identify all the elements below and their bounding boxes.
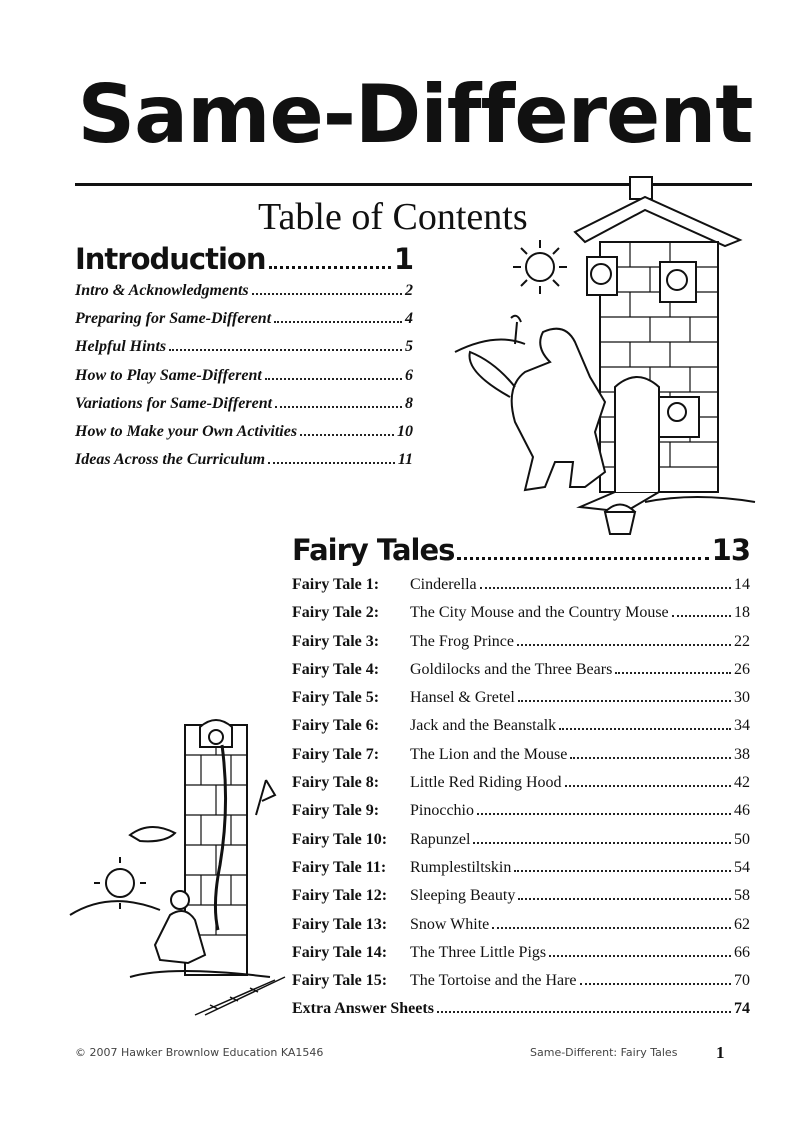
introduction-heading[interactable] <box>75 242 413 276</box>
toc-entry[interactable] <box>292 916 750 944</box>
toc-entry[interactable] <box>75 310 413 338</box>
toc-entry[interactable] <box>292 972 750 1000</box>
toc-entry[interactable] <box>292 661 750 689</box>
leader-dots <box>477 813 731 815</box>
toc-entry-page: 8 <box>405 394 413 412</box>
leader-dots <box>514 870 731 872</box>
toc-entry[interactable] <box>292 633 750 661</box>
toc-entry-title: Hansel & Gretel <box>410 689 515 707</box>
leader-dots <box>492 927 731 929</box>
leader-dots <box>517 644 731 646</box>
toc-entry-extra[interactable] <box>292 1000 750 1028</box>
toc-entry-title: Rumplestiltskin <box>410 858 512 876</box>
toc-entry-title: The City Mouse and the Country Mouse <box>410 604 669 622</box>
toc-entry-title: Intro & Acknowledgments <box>75 282 249 299</box>
toc-entry-page: 46 <box>734 802 750 820</box>
toc-entry-page: 26 <box>734 660 750 678</box>
toc-entry-title: Snow White <box>410 915 490 933</box>
toc-entry-label: Fairy Tale 3: <box>292 632 380 650</box>
fairy-tales-heading-page: 13 <box>711 533 750 567</box>
toc-entry-page: 50 <box>734 830 750 848</box>
leader-dots <box>169 349 402 351</box>
toc-entry-page: 30 <box>734 689 750 707</box>
toc-entry-page: 22 <box>734 632 750 650</box>
toc-entry-page: 14 <box>734 576 750 593</box>
toc-entry-label: Fairy Tale 15: <box>292 972 388 990</box>
leader-dots <box>252 293 402 295</box>
toc-entry-label: Fairy Tale 8: <box>292 774 380 792</box>
three-little-pigs-illustration <box>455 172 755 542</box>
toc-entry-label: Fairy Tale 5: <box>292 689 380 707</box>
toc-entry-label: Fairy Tale 13: <box>292 915 388 933</box>
leader-dots <box>570 757 731 759</box>
toc-entry-page: 62 <box>734 915 750 933</box>
leader-dots <box>473 842 731 844</box>
toc-entry-page: 5 <box>405 338 413 356</box>
toc-entry-title: Pinocchio <box>410 802 474 820</box>
rapunzel-tower-illustration <box>70 715 285 1015</box>
toc-entry-title: Jack and the Beanstalk <box>410 717 557 735</box>
leader-dots <box>437 1011 731 1013</box>
toc-entry-page: 11 <box>397 451 413 469</box>
toc-entry[interactable] <box>292 746 750 774</box>
toc-entry-label: Fairy Tale 12: <box>292 887 388 905</box>
fairy-tales-list <box>292 576 750 1029</box>
toc-entry-label: Fairy Tale 10: <box>292 830 388 848</box>
toc-entry[interactable] <box>75 395 413 423</box>
leader-dots <box>615 672 731 674</box>
toc-entry-title: Extra Answer Sheets <box>292 1000 434 1018</box>
toc-entry-label: Fairy Tale 14: <box>292 943 388 961</box>
toc-entry[interactable] <box>292 944 750 972</box>
toc-entry-title: The Tortoise and the Hare <box>410 972 577 990</box>
toc-entry-title: Sleeping Beauty <box>410 887 516 905</box>
toc-entry-page: 18 <box>734 604 750 622</box>
toc-entry[interactable] <box>292 576 750 604</box>
toc-entry-title: Variations for Same-Different <box>75 394 273 412</box>
toc-entry-label: Fairy Tale 9: <box>292 802 380 820</box>
introduction-list <box>75 282 413 479</box>
toc-entry[interactable] <box>292 717 750 745</box>
toc-entry-page: 38 <box>734 745 750 763</box>
toc-entry-title: The Frog Prince <box>410 632 514 650</box>
toc-entry-title: Goldilocks and the Three Bears <box>410 660 613 678</box>
leader-dots <box>549 955 731 957</box>
toc-entry-title: Ideas Across the Curriculum <box>75 451 266 469</box>
toc-entry-label: Fairy Tale 7: <box>292 745 380 763</box>
toc-entry-title: Cinderella <box>410 576 477 593</box>
leader-dots <box>269 266 391 269</box>
toc-entry-label: Fairy Tale 1: <box>292 576 380 593</box>
leader-dots <box>275 406 402 408</box>
toc-entry[interactable] <box>292 887 750 915</box>
toc-entry-page: 54 <box>734 858 750 876</box>
leader-dots <box>672 615 731 617</box>
book-title-footer: Same-Different: Fairy Tales <box>530 1046 678 1059</box>
toc-entry[interactable] <box>75 282 413 310</box>
toc-entry[interactable] <box>292 604 750 632</box>
toc-entry-label: Fairy Tale 6: <box>292 717 380 735</box>
toc-entry[interactable] <box>75 451 413 479</box>
toc-entry-page: 66 <box>734 943 750 961</box>
toc-entry-label: Fairy Tale 2: <box>292 604 380 622</box>
toc-entry[interactable] <box>75 423 413 451</box>
leader-dots <box>480 587 731 589</box>
leader-dots <box>559 728 731 730</box>
toc-entry[interactable] <box>75 367 413 395</box>
toc-entry-label: Fairy Tale 11: <box>292 858 387 876</box>
leader-dots <box>518 898 731 900</box>
toc-entry-page: 74 <box>734 1000 750 1018</box>
toc-entry[interactable] <box>292 802 750 830</box>
toc-entry[interactable] <box>292 859 750 887</box>
toc-entry-page: 42 <box>734 774 750 792</box>
introduction-heading-label: Introduction <box>75 242 266 276</box>
toc-entry[interactable] <box>75 338 413 366</box>
toc-entry-title: The Three Little Pigs <box>410 943 547 961</box>
leader-dots <box>580 983 731 985</box>
toc-entry-title: How to Make your Own Activities <box>75 422 298 440</box>
toc-entry-title: The Lion and the Mouse <box>410 745 568 763</box>
leader-dots <box>300 434 394 436</box>
leader-dots <box>518 700 731 702</box>
toc-entry-title: How to Play Same-Different <box>75 366 262 384</box>
toc-entry-page: 6 <box>405 366 413 384</box>
toc-entry[interactable] <box>292 831 750 859</box>
toc-entry-title: Little Red Riding Hood <box>410 774 562 792</box>
toc-entry-page: 4 <box>405 310 413 328</box>
introduction-heading-page: 1 <box>393 242 413 276</box>
leader-dots <box>265 378 402 380</box>
toc-entry-page: 2 <box>405 282 413 299</box>
toc-entry-title: Rapunzel <box>410 830 471 848</box>
toc-entry-page: 58 <box>734 887 750 905</box>
toc-title: Table of Contents <box>258 196 528 238</box>
leader-dots <box>268 462 395 464</box>
leader-dots <box>565 785 731 787</box>
book-title: Same-Different <box>77 68 753 161</box>
toc-entry-title: Helpful Hints <box>75 338 167 356</box>
leader-dots <box>457 557 708 560</box>
toc-entry[interactable] <box>292 689 750 717</box>
toc-entry-title: Preparing for Same-Different <box>75 310 272 328</box>
toc-entry-page: 70 <box>734 972 750 990</box>
toc-entry[interactable] <box>292 774 750 802</box>
toc-entry-label: Fairy Tale 4: <box>292 660 380 678</box>
toc-entry-page: 34 <box>734 717 750 735</box>
fairy-tales-heading-label: Fairy Tales <box>292 533 455 567</box>
copyright-text: © 2007 Hawker Brownlow Education KA1546 <box>75 1046 324 1059</box>
leader-dots <box>274 321 402 323</box>
toc-entry-page: 10 <box>397 422 413 440</box>
page-number: 1 <box>716 1043 725 1062</box>
